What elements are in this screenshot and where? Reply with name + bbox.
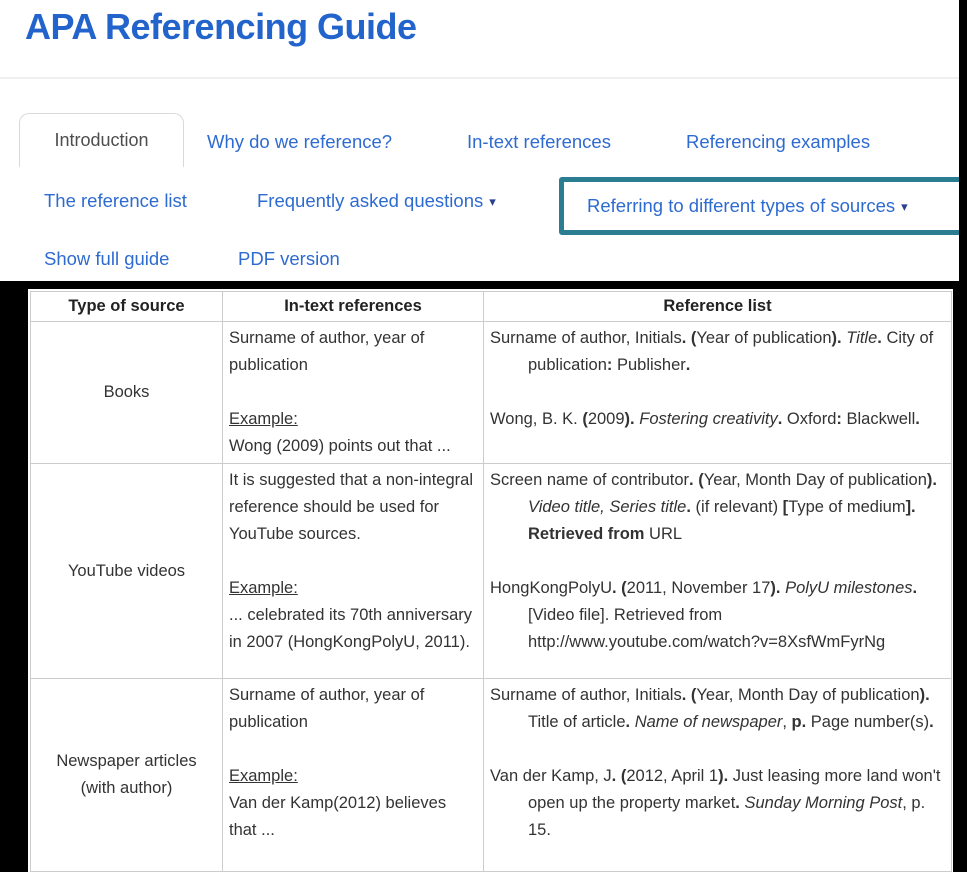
table-row — [31, 679, 952, 872]
tab-introduction-label: Introduction — [54, 130, 149, 150]
blank-line — [490, 736, 945, 763]
blank-line — [229, 379, 477, 406]
table-body — [31, 322, 952, 872]
paragraph: ... celebrated its 70th anniversary in 2007 (HongKongPolyU, 2011). — [229, 606, 473, 651]
table-row — [31, 322, 952, 464]
paragraph: Van der Kamp, J. (2012, April 1). Just leasing more land won't open up the property market. Sunday Morning Post, p. 15. — [490, 767, 941, 839]
tab-the-reference-list[interactable]: The reference list — [44, 190, 187, 211]
type-of-source-cell — [31, 322, 223, 464]
type-of-source-line: (with author) — [80, 779, 173, 797]
type-of-source-cell — [31, 464, 223, 679]
reference-table-sheet — [28, 289, 953, 872]
blank-line — [490, 379, 945, 406]
paragraph: Surname of author, year of publication — [229, 686, 425, 731]
tab-referring-to-different-types-of-sources[interactable] — [564, 195, 908, 217]
reference-list-cell — [484, 464, 952, 679]
tab-in-text-references[interactable]: In-text references — [467, 131, 611, 152]
paragraph: Example: — [229, 579, 298, 597]
reference-table — [30, 291, 952, 872]
col-header-reference-list: Reference list — [484, 292, 952, 322]
tab-referencing-examples[interactable]: Referencing examples — [686, 131, 871, 152]
in-text-references-cell — [223, 322, 484, 464]
paragraph: Example: — [229, 767, 298, 785]
tab-frequently-asked-questions-label: Frequently asked questions — [257, 190, 484, 211]
highlight-box — [559, 177, 967, 235]
tab-show-full-guide[interactable]: Show full guide — [44, 248, 170, 269]
blank-line — [229, 736, 477, 763]
caret-down-icon: ▾ — [901, 199, 908, 214]
tab-frequently-asked-questions[interactable] — [257, 189, 496, 214]
paragraph: HongKongPolyU. (2011, November 17). PolyU milestones.[Video file]. Retrieved from http://www.youtube.com/watch?v=8XsfWmFyrNg — [490, 579, 918, 651]
col-header-type-of-source: Type of source — [31, 292, 223, 322]
in-text-references-cell — [223, 679, 484, 872]
tab-introduction[interactable] — [19, 113, 184, 167]
table-row — [31, 464, 952, 679]
screenshot-right-border — [959, 0, 967, 872]
paragraph: Screen name of contributor. (Year, Month Day of publication). Video title, Series title. (if relevant) [Type of medium]. Retrieved from URL — [490, 471, 937, 543]
caret-down-icon: ▾ — [489, 194, 496, 209]
reference-list-cell — [484, 679, 952, 872]
header-divider — [0, 77, 967, 79]
paragraph: Wong (2009) points out that ... — [229, 437, 451, 455]
paragraph: Example: — [229, 410, 298, 428]
tab-referring-label: Referring to different types of sources — [587, 195, 896, 216]
paragraph: Surname of author, Initials. (Year, Month Day of publication). Title of article. Name of newspaper, p. Page number(s). — [490, 686, 934, 731]
table-header-row — [31, 292, 952, 322]
reference-list-cell — [484, 322, 952, 464]
type-of-source-line: Books — [103, 383, 150, 401]
type-of-source-line: YouTube videos — [67, 561, 186, 580]
page-title: APA Referencing Guide — [25, 6, 417, 47]
tab-why-do-we-reference[interactable]: Why do we reference? — [207, 131, 393, 152]
in-text-references-cell — [223, 464, 484, 679]
paragraph: Wong, B. K. (2009). Fostering creativity. Oxford: Blackwell. — [490, 410, 920, 428]
blank-line — [229, 548, 477, 575]
type-of-source-line: Newspaper articles — [56, 752, 197, 770]
paragraph: Surname of author, year of publication — [229, 329, 425, 374]
col-header-in-text-references: In-text references — [223, 292, 484, 322]
paragraph: Surname of author, Initials. (Year of publication). Title. City of publication: Publisher. — [490, 329, 934, 374]
blank-line — [490, 548, 945, 575]
type-of-source-cell — [31, 679, 223, 872]
paragraph: It is suggested that a non-integral reference should be used for YouTube sources. — [229, 471, 473, 543]
table-image-frame — [0, 281, 967, 872]
paragraph: Van der Kamp(2012) believes that ... — [229, 794, 447, 839]
tab-pdf-version[interactable]: PDF version — [238, 248, 340, 269]
